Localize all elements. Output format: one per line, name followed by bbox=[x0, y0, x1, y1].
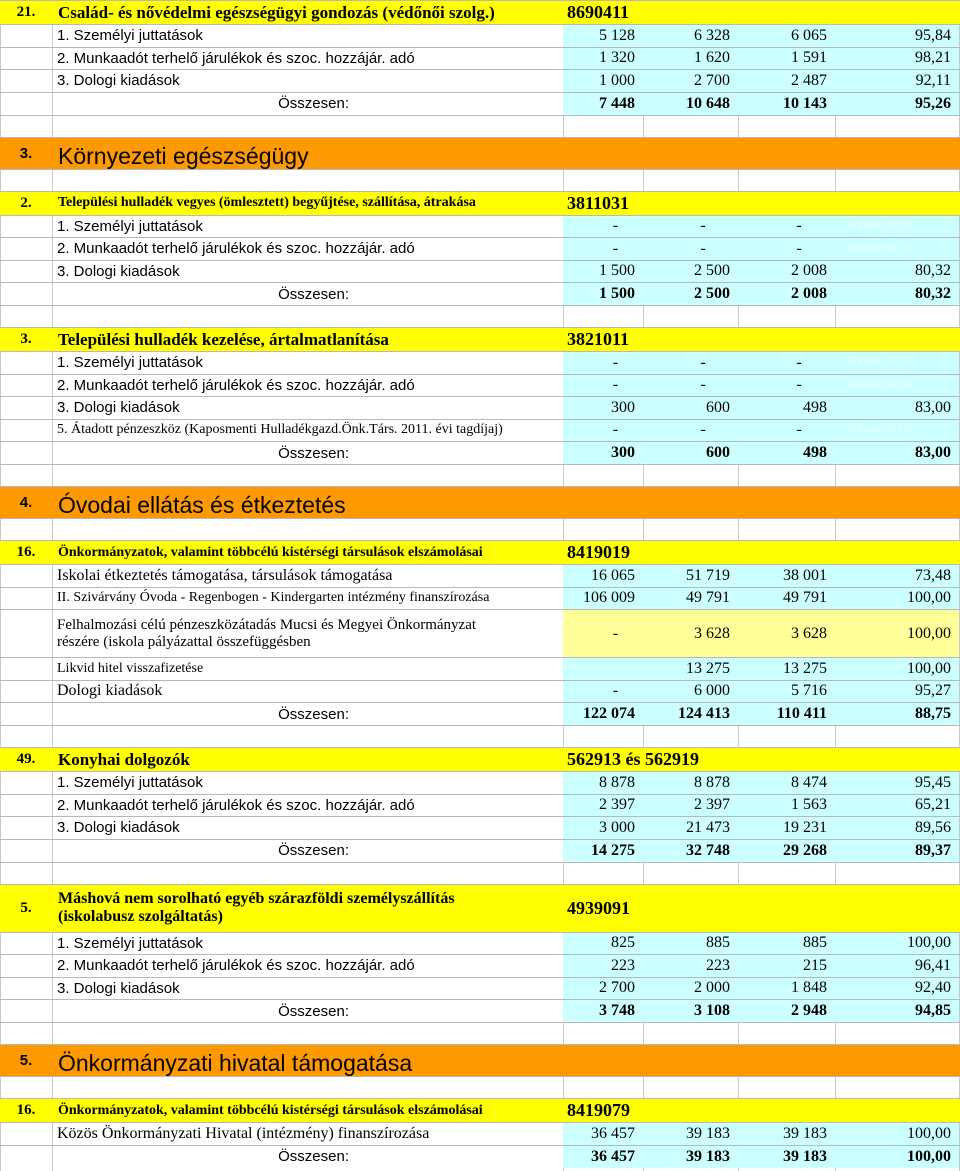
line-label: Dologi kiadások bbox=[57, 682, 163, 700]
percent-value: 92,11 bbox=[835, 70, 959, 92]
percent-value: 95,45 bbox=[835, 772, 959, 794]
total-amount: 600 bbox=[643, 442, 738, 464]
section-code: 49. bbox=[16, 751, 36, 767]
line-label: 3. Dologi kiadások bbox=[57, 262, 180, 280]
amount-value: 8 878 bbox=[563, 772, 643, 794]
percent-value: 89,56 bbox=[835, 817, 959, 839]
section-heading: Környezeti egészségügy bbox=[58, 142, 309, 169]
line-label: II. Szivárvány Óvoda - Regenbogen - Kindergarten intézmény finanszírozása bbox=[57, 590, 490, 606]
row-total bbox=[0, 1145, 960, 1168]
amount-value: - bbox=[563, 610, 643, 657]
total-amount: 2 948 bbox=[738, 1000, 835, 1022]
amount-value: 39 183 bbox=[643, 1123, 738, 1145]
amount-value: 600 bbox=[643, 397, 738, 419]
percent-value: 100,00 bbox=[835, 1123, 959, 1145]
amount-value: - bbox=[643, 420, 738, 442]
percent-value: 73,48 bbox=[835, 565, 959, 587]
amount-value: 21 473 bbox=[643, 817, 738, 839]
section-id: 8419079 bbox=[567, 1100, 630, 1120]
row-blank bbox=[0, 464, 960, 486]
section-code: 2. bbox=[20, 194, 32, 211]
line-label: 1. Személyi juttatások bbox=[57, 774, 203, 792]
row-header bbox=[0, 191, 960, 215]
total-amount: 2 008 bbox=[738, 283, 835, 305]
row-item bbox=[0, 977, 960, 1000]
line-label: 2. Munkaadót terhelő járulékok és szoc. hozzájár. adó bbox=[57, 376, 415, 394]
amount-value: 1 620 bbox=[643, 48, 738, 70]
section-title bbox=[52, 885, 563, 932]
total-amount: 32 748 bbox=[643, 840, 738, 862]
line-label-part: részére (iskola pályázattal összefüggésben bbox=[57, 633, 311, 650]
line-label: 1. Személyi juttatások bbox=[57, 217, 203, 235]
row-header2 bbox=[0, 884, 960, 932]
row-header bbox=[0, 1098, 960, 1122]
row-item bbox=[0, 564, 960, 587]
row-item bbox=[0, 374, 960, 397]
amount-value: 1 563 bbox=[738, 795, 835, 817]
amount-value: 3 628 bbox=[643, 610, 738, 657]
amount-value: - bbox=[738, 238, 835, 260]
percent-value: 83,00 bbox=[835, 397, 959, 419]
row-blank bbox=[0, 115, 960, 137]
section-title: Önkormányzatok, valamint többcélú kistérségi társulások elszámolásai bbox=[58, 1102, 483, 1118]
total-amount: 3 108 bbox=[643, 1000, 738, 1022]
section-code: 16. bbox=[16, 1102, 36, 1118]
section-title: Önkormányzatok, valamint többcélú kistérségi társulások elszámolásai bbox=[58, 544, 483, 560]
row-item bbox=[0, 1122, 960, 1145]
total-amount: 124 413 bbox=[643, 703, 738, 725]
percent-value: 96,41 bbox=[835, 955, 959, 977]
line-label: 2. Munkaadót terhelő járulékok és szoc. hozzájár. adó bbox=[57, 240, 415, 258]
amount-value: - bbox=[738, 216, 835, 238]
line-label: 3. Dologi kiadások bbox=[57, 819, 180, 837]
total-amount: 300 bbox=[563, 442, 643, 464]
row-total bbox=[0, 702, 960, 725]
row-total bbox=[0, 282, 960, 305]
amount-value: 1 848 bbox=[738, 978, 835, 1000]
row-item bbox=[0, 816, 960, 839]
percent-value: 65,21 bbox=[835, 795, 959, 817]
amount-value: 1 320 bbox=[563, 48, 643, 70]
row-item bbox=[0, 260, 960, 283]
amount-value: 2 487 bbox=[738, 70, 835, 92]
row-item bbox=[0, 954, 960, 977]
total-percent: 80,32 bbox=[835, 283, 959, 305]
amount-value: 39 183 bbox=[738, 1123, 835, 1145]
percent-value: 95,84 bbox=[835, 25, 959, 47]
total-amount: 498 bbox=[738, 442, 835, 464]
amount-value: 5 716 bbox=[738, 681, 835, 703]
amount-value: 300 bbox=[563, 397, 643, 419]
row-item bbox=[0, 794, 960, 817]
row-blank bbox=[0, 725, 960, 747]
row-item bbox=[0, 237, 960, 260]
total-percent: 100,00 bbox=[835, 1146, 959, 1168]
line-label: 2. Munkaadót terhelő járulékok és szoc. hozzájár. adó bbox=[57, 49, 415, 67]
row-section bbox=[0, 486, 960, 518]
amount-value: 13 275 bbox=[738, 658, 835, 680]
row-blank bbox=[0, 1022, 960, 1044]
percent-value: #ZÉRÓOSZTÓ! bbox=[835, 216, 959, 238]
line-label: 2. Munkaadót terhelő járulékok és szoc. hozzájár. adó bbox=[57, 796, 415, 814]
section-id: 3821011 bbox=[567, 329, 630, 349]
line-label: 2. Munkaadót terhelő járulékok és szoc. hozzájár. adó bbox=[57, 957, 415, 975]
section-title-line: (iskolabusz szolgáltatás) bbox=[58, 908, 223, 925]
amount-value: 2 500 bbox=[643, 261, 738, 283]
total-amount: 14 275 bbox=[563, 840, 643, 862]
total-percent: 89,37 bbox=[835, 840, 959, 862]
amount-value: 36 457 bbox=[563, 1123, 643, 1145]
amount-value: 8 878 bbox=[643, 772, 738, 794]
total-amount: 3 748 bbox=[563, 1000, 643, 1022]
line-label: Közös Önkormányzati Hivatal (intézmény) finanszírozása bbox=[57, 1124, 430, 1142]
row-total bbox=[0, 92, 960, 115]
amount-value: 6 000 bbox=[643, 681, 738, 703]
percent-value: #ZÉRÓOSZTÓ! bbox=[835, 352, 959, 374]
section-heading: Önkormányzati hivatal támogatása bbox=[58, 1050, 413, 1076]
percent-value: 100,00 bbox=[835, 610, 959, 657]
section-code: 5. bbox=[19, 1052, 33, 1069]
total-amount: 122 074 bbox=[563, 703, 643, 725]
amount-value: - bbox=[643, 216, 738, 238]
line-label: 1. Személyi juttatások bbox=[57, 27, 203, 45]
row-item bbox=[0, 932, 960, 955]
row-item bbox=[0, 771, 960, 794]
row-blank bbox=[0, 305, 960, 327]
row-item bbox=[0, 47, 960, 70]
amount-value: 5 128 bbox=[563, 25, 643, 47]
section-code: 5. bbox=[20, 899, 32, 916]
total-amount: 110 411 bbox=[738, 703, 835, 725]
row-total bbox=[0, 839, 960, 862]
amount-value bbox=[563, 658, 643, 680]
amount-value: 2 397 bbox=[563, 795, 643, 817]
row-header bbox=[0, 747, 960, 771]
total-percent: 95,26 bbox=[835, 93, 959, 115]
amount-value: - bbox=[563, 375, 643, 397]
amount-value: 3 628 bbox=[738, 610, 835, 657]
amount-value: 215 bbox=[738, 955, 835, 977]
total-label: Összesen: bbox=[278, 1002, 349, 1020]
amount-value: 6 328 bbox=[643, 25, 738, 47]
row-item bbox=[0, 351, 960, 374]
total-amount: 39 183 bbox=[738, 1146, 835, 1168]
section-id: 8690411 bbox=[567, 2, 630, 22]
amount-value: - bbox=[643, 375, 738, 397]
section-id: 3811031 bbox=[567, 192, 630, 213]
row-item bbox=[0, 419, 960, 442]
section-heading: Óvodai ellátás és étkeztetés bbox=[58, 492, 346, 518]
section-title: Települési hulladék kezelése, ártalmatlanítása bbox=[58, 329, 389, 349]
row-section bbox=[0, 1044, 960, 1076]
section-title: Család- és nővédelmi egészségügyi gondozás (védőnői szolg.) bbox=[58, 2, 495, 22]
amount-value: 2 700 bbox=[643, 70, 738, 92]
total-amount: 10 143 bbox=[738, 93, 835, 115]
row-item bbox=[0, 587, 960, 610]
amount-value: 51 719 bbox=[643, 565, 738, 587]
amount-value: 13 275 bbox=[643, 658, 738, 680]
amount-value: 223 bbox=[563, 955, 643, 977]
line-label: 3. Dologi kiadások bbox=[57, 979, 180, 997]
total-amount: 36 457 bbox=[563, 1146, 643, 1168]
amount-value: 3 000 bbox=[563, 817, 643, 839]
amount-value: - bbox=[643, 238, 738, 260]
section-code: 16. bbox=[16, 544, 36, 560]
row-item2 bbox=[0, 609, 960, 657]
row-item bbox=[0, 396, 960, 419]
amount-value: - bbox=[738, 352, 835, 374]
amount-value: - bbox=[563, 238, 643, 260]
line-label-part: Felhalmozási célú pénzeszközátadás Mucsi és Megyei Önkormányzat bbox=[57, 616, 477, 633]
row-header bbox=[0, 0, 960, 24]
total-amount: 39 183 bbox=[643, 1146, 738, 1168]
row-section bbox=[0, 137, 960, 169]
section-id: 8419019 bbox=[567, 542, 630, 562]
row-item bbox=[0, 24, 960, 47]
total-amount: 7 448 bbox=[563, 93, 643, 115]
amount-value: - bbox=[563, 681, 643, 703]
total-label: Összesen: bbox=[278, 842, 349, 859]
row-item bbox=[0, 680, 960, 703]
percent-value: 92,40 bbox=[835, 978, 959, 1000]
total-percent: 94,85 bbox=[835, 1000, 959, 1022]
amount-value: 49 791 bbox=[643, 588, 738, 610]
amount-value: 1 000 bbox=[563, 70, 643, 92]
line-label: 1. Személyi juttatások bbox=[57, 934, 203, 952]
section-id: 4939091 bbox=[567, 897, 630, 918]
row-item bbox=[0, 69, 960, 92]
section-code: 3. bbox=[20, 331, 32, 347]
section-title: Konyhai dolgozók bbox=[58, 749, 190, 769]
amount-value: 8 474 bbox=[738, 772, 835, 794]
amount-value: - bbox=[563, 216, 643, 238]
row-item bbox=[0, 657, 960, 680]
total-percent: 83,00 bbox=[835, 442, 959, 464]
percent-value: 95,27 bbox=[835, 681, 959, 703]
amount-value: - bbox=[563, 420, 643, 442]
row-item bbox=[0, 215, 960, 238]
amount-value: 885 bbox=[738, 933, 835, 955]
percent-value: #ZÉRÓOSZTÓ! bbox=[835, 375, 959, 397]
row-header bbox=[0, 540, 960, 564]
total-label: Összesen: bbox=[278, 705, 349, 723]
amount-value: 1 500 bbox=[563, 261, 643, 283]
row-blank bbox=[0, 1076, 960, 1098]
amount-value: 6 065 bbox=[738, 25, 835, 47]
total-label: Összesen: bbox=[278, 95, 349, 112]
amount-value: 825 bbox=[563, 933, 643, 955]
amount-value: 498 bbox=[738, 397, 835, 419]
total-label: Összesen: bbox=[278, 1148, 349, 1165]
amount-value: - bbox=[738, 375, 835, 397]
amount-value: 2 000 bbox=[643, 978, 738, 1000]
section-title-line: Máshová nem sorolható egyéb szárazföldi személyszállítás bbox=[58, 890, 455, 907]
section-code: 21. bbox=[16, 4, 36, 20]
amount-value: 16 065 bbox=[563, 565, 643, 587]
amount-value: 2 008 bbox=[738, 261, 835, 283]
total-label: Összesen: bbox=[278, 285, 349, 303]
row-blank bbox=[0, 169, 960, 191]
amount-value: 106 009 bbox=[563, 588, 643, 610]
section-title: Települési hulladék vegyes (ömlesztett) begyűjtése, szállítása, átrakása bbox=[58, 195, 476, 210]
percent-value: 100,00 bbox=[835, 933, 959, 955]
total-percent: 88,75 bbox=[835, 703, 959, 725]
amount-value: 885 bbox=[643, 933, 738, 955]
line-label: Iskolai étkeztetés támogatása, társulások támogatása bbox=[57, 566, 393, 584]
amount-value: 1 591 bbox=[738, 48, 835, 70]
amount-value: 49 791 bbox=[738, 588, 835, 610]
percent-value: #ZÉRÓOSZTÓ! bbox=[835, 238, 959, 260]
row-header bbox=[0, 327, 960, 351]
total-amount: 29 268 bbox=[738, 840, 835, 862]
total-label: Összesen: bbox=[278, 444, 349, 462]
row-total bbox=[0, 441, 960, 464]
line-label bbox=[52, 610, 563, 657]
row-blank bbox=[0, 862, 960, 884]
amount-value: 38 001 bbox=[738, 565, 835, 587]
total-amount: 10 648 bbox=[643, 93, 738, 115]
total-amount: 1 500 bbox=[563, 283, 643, 305]
percent-value: 100,00 bbox=[835, 588, 959, 610]
row-blank bbox=[0, 518, 960, 540]
percent-value: 98,21 bbox=[835, 48, 959, 70]
line-label: Likvid hitel visszafizetése bbox=[57, 660, 204, 676]
line-label: 3. Dologi kiadások bbox=[57, 399, 180, 417]
amount-value: - bbox=[738, 420, 835, 442]
section-code: 3. bbox=[19, 144, 33, 162]
percent-value: 80,32 bbox=[835, 261, 959, 283]
amount-value: 2 700 bbox=[563, 978, 643, 1000]
percent-value: 100,00 bbox=[835, 658, 959, 680]
amount-value: 223 bbox=[643, 955, 738, 977]
line-label: 1. Személyi juttatások bbox=[57, 354, 203, 372]
amount-value: - bbox=[643, 352, 738, 374]
amount-value: - bbox=[563, 352, 643, 374]
line-label: 3. Dologi kiadások bbox=[57, 72, 180, 90]
total-amount: 2 500 bbox=[643, 283, 738, 305]
amount-value: 19 231 bbox=[738, 817, 835, 839]
amount-value: 2 397 bbox=[643, 795, 738, 817]
section-id: 562913 és 562919 bbox=[567, 749, 699, 769]
line-label: 5. Átadott pénzeszköz (Kaposmenti Hulladékgazd.Önk.Társ. 2011. évi tagdíjaj) bbox=[57, 422, 503, 438]
percent-value: #ZÉRÓOSZTÓ! bbox=[835, 420, 959, 442]
row-total bbox=[0, 999, 960, 1022]
section-code: 4. bbox=[19, 494, 33, 511]
